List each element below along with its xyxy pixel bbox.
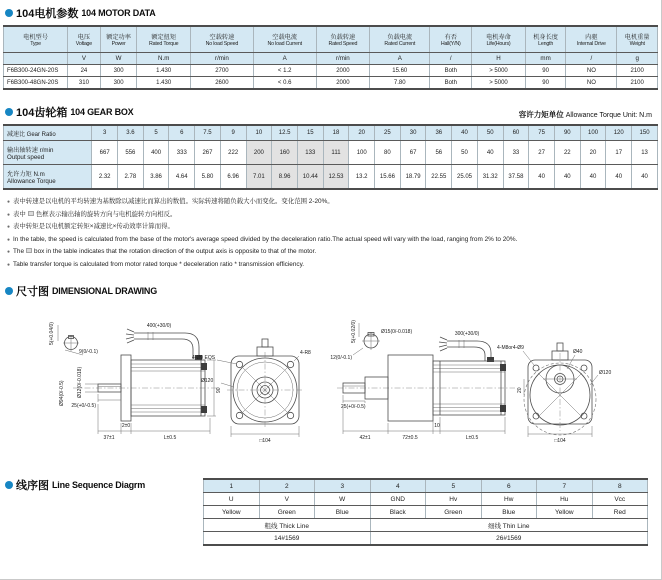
note-bullet-icon: ● [7, 236, 11, 243]
motor-col-header: 电机型号 Type [4, 26, 68, 53]
motor-cable [126, 323, 202, 360]
gray-box-icon [28, 211, 34, 216]
gear-ratio-cell: 5 [143, 125, 169, 141]
gear-ratio-cell: 20 [349, 125, 375, 141]
mounting-hole [236, 412, 242, 418]
signal-cell: Hw [481, 493, 537, 506]
motor-value-cell: 2100 [617, 65, 658, 77]
line-group-cell: 细线 Thin Line [370, 519, 648, 532]
motor-value-cell: NO [566, 77, 617, 90]
output-speed-cell: 667 [92, 141, 118, 165]
dim-label: Ø40 [573, 349, 583, 355]
line-title-cn: 线序图 [16, 480, 49, 492]
dim-label: 4-R8 [300, 350, 311, 356]
note-text: In the table, the speed is calculated from the base of the motor's average speed divided by the deceleration ratio.The actual speed will vary with the load, ranging from 2% to 20%. [13, 235, 518, 243]
motor-value-cell: 300 [100, 65, 137, 77]
dim-label: 25(+0/-0.5) [71, 403, 96, 409]
motor-data-row [4, 65, 658, 77]
motor-value-cell: 15.60 [370, 65, 430, 77]
cable-length-label: 400(+30/0) [146, 323, 172, 329]
note-bullet-icon: ● [7, 224, 11, 230]
motor-unit-cell: / [566, 53, 617, 65]
output-speed-cell: 160 [272, 141, 298, 165]
motor-value-cell: 2600 [191, 77, 254, 90]
wire-gauge-cell: 14#1569 [204, 532, 371, 546]
motor-value-cell: Both [430, 77, 472, 90]
dim-label: 72±0.5 [402, 435, 418, 441]
motor-col-header: 电机重量 Weight [617, 26, 658, 53]
gear-ratio-cell: 150 [632, 125, 658, 141]
gear-ratio-cell: 100 [580, 125, 606, 141]
output-speed-cell: 556 [118, 141, 144, 165]
wire-color-cell: Blue [481, 506, 537, 519]
motor-col-header: 负载转速 Rated Speed [316, 26, 370, 53]
dim-label: Ø120 [201, 378, 214, 384]
motor-value-cell: 1.430 [137, 65, 191, 77]
note-item [7, 209, 658, 222]
motor-col-header: 空载电流 No load Current [253, 26, 316, 53]
dim-label: 37±1 [103, 435, 115, 441]
drawing-title-cn: 尺寸图 [16, 286, 49, 298]
allowance-torque-cell: 12.53 [323, 165, 349, 190]
allowance-torque-cell: 4.64 [169, 165, 195, 190]
mounting-hole [287, 361, 293, 367]
note-item [7, 246, 658, 259]
wire-color-cell: Red [592, 506, 648, 519]
motor-value-cell: > 5000 [472, 65, 526, 77]
output-speed-cell: 400 [143, 141, 169, 165]
gearmotor-side-view [330, 320, 515, 441]
output-speed-cell: 50 [452, 141, 478, 165]
output-speed-cell: 267 [195, 141, 221, 165]
allowance-torque-cell: 5.80 [195, 165, 221, 190]
motor-value-cell: < 1.2 [253, 65, 316, 77]
line-title-en: Line Sequence Diagrm [52, 480, 146, 490]
dimensional-drawing [3, 303, 658, 468]
allowance-torque-cell: 7.01 [246, 165, 272, 190]
pin-number-cell: 8 [592, 479, 648, 493]
note-text: The box in the table indicates that the rotation direction of the output axis is opposite to that of the motor. [13, 248, 317, 255]
note-text: 表中转速是以电机的平均转速为基数除以减速比而算出的数值。实际转速将随负载大小而变化。变化范围 2-20%。 [13, 198, 334, 205]
motor-data-section-title [5, 5, 658, 21]
motor-unit-cell: N.m [137, 53, 191, 65]
motor-value-cell: 7.80 [370, 77, 430, 90]
dim-label: 12(0/-0.1) [330, 355, 352, 361]
output-speed-cell: 100 [349, 141, 375, 165]
dim-label: Ø120 [599, 370, 612, 376]
signal-cell: Hv [426, 493, 482, 506]
motor-unit-cell: r/min [191, 53, 254, 65]
dim-label: Ø94(0/-0.5) [59, 380, 65, 406]
dimensional-drawing-svg [3, 303, 659, 463]
gear-ratio-cell: 120 [606, 125, 632, 141]
pin-number-cell: 3 [315, 479, 371, 493]
pin-number-cell: 5 [426, 479, 482, 493]
note-bullet-icon: ● [7, 199, 11, 205]
dim-label: Ø12(0/-0.018) [77, 366, 83, 398]
gear-ratio-cell: 25 [375, 125, 401, 141]
motor-value-cell: 310 [68, 77, 101, 90]
dim-label: 4-Ø9 EQS [192, 355, 216, 361]
motor-value-cell: 90 [525, 77, 566, 90]
output-speed-cell: 40 [477, 141, 503, 165]
gear-ratio-cell: 60 [503, 125, 529, 141]
line-sequence-section [3, 476, 658, 546]
motor-unit-cell [4, 53, 68, 65]
line-sequence-table [203, 478, 648, 546]
pin-number-cell: 1 [204, 479, 260, 493]
signal-cell: W [315, 493, 371, 506]
allowance-torque-cell: 40 [632, 165, 658, 190]
allowance-torque-cell: 2.32 [92, 165, 118, 190]
signal-cell: Hu [537, 493, 593, 506]
gearbox-section-header [3, 103, 658, 120]
note-text: 表中 色框表示输出轴的旋转方向与电机旋转方向相反。 [13, 210, 177, 218]
gear-ratio-cell: 3 [92, 125, 118, 141]
dim-label: L±0.5 [163, 435, 177, 441]
bullet-icon [5, 481, 13, 489]
pin-number-cell: 2 [259, 479, 315, 493]
output-speed-cell: 222 [220, 141, 246, 165]
output-speed-cell: 133 [297, 141, 323, 165]
allowance-torque-label: 允许力矩 N.m Allowance Torque [4, 165, 92, 190]
gear-ratio-label: 减速比 Gear Ratio [4, 125, 92, 141]
mounting-hole [287, 412, 293, 418]
dim-label: Ø15(0/-0.018) [381, 329, 413, 335]
output-speed-cell: 111 [323, 141, 349, 165]
signal-cell: GND [370, 493, 426, 506]
signal-cell: Vcc [592, 493, 648, 506]
dim-label: 5(+0.02/0) [351, 320, 357, 343]
gearbox-table [3, 124, 658, 190]
allowance-torque-cell: 40 [606, 165, 632, 190]
allowance-torque-cell: 37.58 [503, 165, 529, 190]
note-item [7, 259, 658, 272]
dim-label: 5(+0.04/0) [49, 322, 55, 345]
allowance-torque-cell: 18.79 [400, 165, 426, 190]
pin-number-cell: 7 [537, 479, 593, 493]
note-bullet-icon: ● [7, 249, 11, 255]
motor-value-cell: 2700 [191, 65, 254, 77]
gear-ratio-cell: 36 [426, 125, 452, 141]
output-speed-cell: 80 [375, 141, 401, 165]
motor-value-cell: 1.430 [137, 77, 191, 90]
output-speed-cell: 56 [426, 141, 452, 165]
motor-value-cell: 2100 [617, 77, 658, 90]
bullet-icon [5, 108, 13, 116]
motor-model-cell: F6B300-24GN-20S [4, 65, 68, 77]
motor-model-cell: F6B300-48GN-20S [4, 77, 68, 90]
gray-box-icon [26, 248, 32, 253]
allowance-torque-cell: 40 [529, 165, 555, 190]
dim-label: 10 [434, 423, 440, 429]
motor-value-cell: 24 [68, 65, 101, 77]
cable-length-label: 300(+30/0) [454, 331, 480, 337]
gear-ratio-cell: 6 [169, 125, 195, 141]
pin-number-cell: 4 [370, 479, 426, 493]
drawing-section-title [5, 283, 658, 299]
motor-unit-cell: H [472, 53, 526, 65]
motor-unit-cell: mm [525, 53, 566, 65]
gear-ratio-cell: 12.5 [272, 125, 298, 141]
motor-value-cell: 300 [100, 77, 137, 90]
output-speed-cell: 20 [580, 141, 606, 165]
gearmotor-front-view [497, 343, 611, 444]
unit-note-en: Allowance Torque Unit: N.m [565, 112, 652, 119]
motor-value-cell: > 5000 [472, 77, 526, 90]
wire-gauge-cell: 26#1569 [370, 532, 648, 546]
gear-ratio-cell: 9 [220, 125, 246, 141]
dim-label: □104 [259, 438, 271, 444]
dim-label: 42±1 [359, 435, 371, 441]
dim-label: 90 [216, 387, 222, 393]
motor-col-header: 有否 Hall(Y/N) [430, 26, 472, 53]
unit-note-cn: 容许力矩单位 [518, 110, 564, 119]
motor-unit-cell: g [617, 53, 658, 65]
gear-ratio-cell: 90 [554, 125, 580, 141]
shaft-key-detail [49, 322, 98, 355]
dim-label: 9(0/-0.1) [79, 349, 98, 355]
gear-ratio-cell: 40 [452, 125, 478, 141]
note-item [7, 234, 658, 247]
motor-unit-cell: W [100, 53, 137, 65]
output-speed-cell: 13 [632, 141, 658, 165]
wire-color-cell: Yellow [537, 506, 593, 519]
motor-title-en: 104 MOTOR DATA [81, 8, 156, 18]
wire-color-cell: Blue [315, 506, 371, 519]
allowance-torque-cell: 6.96 [220, 165, 246, 190]
output-speed-cell: 333 [169, 141, 195, 165]
mounting-hole [236, 361, 242, 367]
output-speed-cell: 200 [246, 141, 272, 165]
motor-value-cell: 90 [525, 65, 566, 77]
allowance-torque-cell: 15.66 [375, 165, 401, 190]
output-speed-cell: 67 [400, 141, 426, 165]
wire-color-cell: Green [426, 506, 482, 519]
wire-color-cell: Green [259, 506, 315, 519]
note-item [7, 196, 658, 209]
motor-value-cell: 2000 [316, 77, 370, 90]
allowance-torque-cell: 22.55 [426, 165, 452, 190]
note-text: 表中转矩是以电机额定转矩×减速比×传动效率计算而得。 [13, 223, 174, 230]
allowance-torque-cell: 31.32 [477, 165, 503, 190]
signal-cell: U [204, 493, 260, 506]
dim-label: □104 [554, 438, 566, 444]
dim-label: 20 [517, 387, 523, 393]
notes-list [7, 196, 658, 271]
motor-unit-cell: A [370, 53, 430, 65]
pin-number-cell: 6 [481, 479, 537, 493]
motor-unit-cell: r/min [316, 53, 370, 65]
bullet-icon [5, 287, 13, 295]
allowance-torque-cell: 13.2 [349, 165, 375, 190]
allowance-torque-cell: 3.86 [143, 165, 169, 190]
gear-ratio-cell: 3.6 [118, 125, 144, 141]
allowance-torque-unit-note [519, 109, 652, 120]
gearmotor-body [343, 355, 506, 421]
gear-ratio-cell: 50 [477, 125, 503, 141]
allowance-torque-cell: 8.96 [272, 165, 298, 190]
dim-label: 4-M8or4-Ø9 [497, 345, 524, 351]
motor-data-row [4, 77, 658, 90]
note-item [7, 221, 658, 234]
bullet-icon [5, 9, 13, 17]
drawing-title-en: DIMENSIONAL DRAWING [52, 286, 158, 296]
motor-col-header: 机身长度 Length [525, 26, 566, 53]
motor-side-view [49, 322, 222, 441]
note-bullet-icon: ● [7, 211, 11, 218]
motor-col-header: 内驱 Internal Drive [566, 26, 617, 53]
motor-unit-cell: / [430, 53, 472, 65]
allowance-torque-cell: 2.78 [118, 165, 144, 190]
dim-label: 25(+0/-0.5) [341, 404, 366, 410]
motor-value-cell: 2000 [316, 65, 370, 77]
output-speed-label: 输出轴转速 r/min Output speed [4, 141, 92, 165]
motor-unit-cell: A [253, 53, 316, 65]
allowance-torque-cell: 25.05 [452, 165, 478, 190]
gear-ratio-cell: 15 [297, 125, 323, 141]
wire-color-cell: Yellow [204, 506, 260, 519]
motor-data-table [3, 25, 658, 90]
dim-label: L±0.5 [465, 435, 479, 441]
gear-ratio-cell: 18 [323, 125, 349, 141]
allowance-torque-cell: 10.44 [297, 165, 323, 190]
motor-unit-cell: V [68, 53, 101, 65]
motor-value-cell: Both [430, 65, 472, 77]
line-section-title [5, 477, 203, 493]
motor-col-header: 负载电流 Rated Current [370, 26, 430, 53]
gear-ratio-cell: 7.5 [195, 125, 221, 141]
motor-col-header: 空载转速 No load Speed [191, 26, 254, 53]
output-speed-cell: 27 [529, 141, 555, 165]
side-view-dimensions [341, 395, 505, 441]
motor-col-header: 额定扭矩 Rated Torque [137, 26, 191, 53]
gearbox-title-cn: 104齿轮箱 [16, 107, 68, 119]
allowance-torque-cell: 40 [554, 165, 580, 190]
note-text: Table transfer torque is calculated from motor rated torque * deceleration ratio * transmission efficiency. [13, 260, 305, 268]
signal-cell: V [259, 493, 315, 506]
motor-title-cn: 104电机参数 [16, 8, 79, 20]
gear-ratio-cell: 30 [400, 125, 426, 141]
note-bullet-icon: ● [7, 261, 11, 268]
output-speed-cell: 17 [606, 141, 632, 165]
dim-label: 2±0 [121, 423, 131, 429]
gear-ratio-cell: 10 [246, 125, 272, 141]
motor-value-cell: < 0.6 [253, 77, 316, 90]
motor-col-header: 电压 Voltage [68, 26, 101, 53]
gearbox-title-en: 104 GEAR BOX [70, 107, 134, 117]
output-speed-cell: 33 [503, 141, 529, 165]
line-group-cell: 粗线 Thick Line [204, 519, 371, 532]
gearbox-section-title [5, 104, 133, 120]
motor-value-cell: NO [566, 65, 617, 77]
wire-color-cell: Black [370, 506, 426, 519]
allowance-torque-cell: 40 [580, 165, 606, 190]
gear-ratio-cell: 75 [529, 125, 555, 141]
motor-col-header: 电机寿命 Life(Hours) [472, 26, 526, 53]
gearmotor-cable [439, 331, 494, 362]
side-view-dimensions [59, 360, 222, 441]
motor-col-header: 额定功率 Power [100, 26, 137, 53]
output-speed-cell: 22 [554, 141, 580, 165]
